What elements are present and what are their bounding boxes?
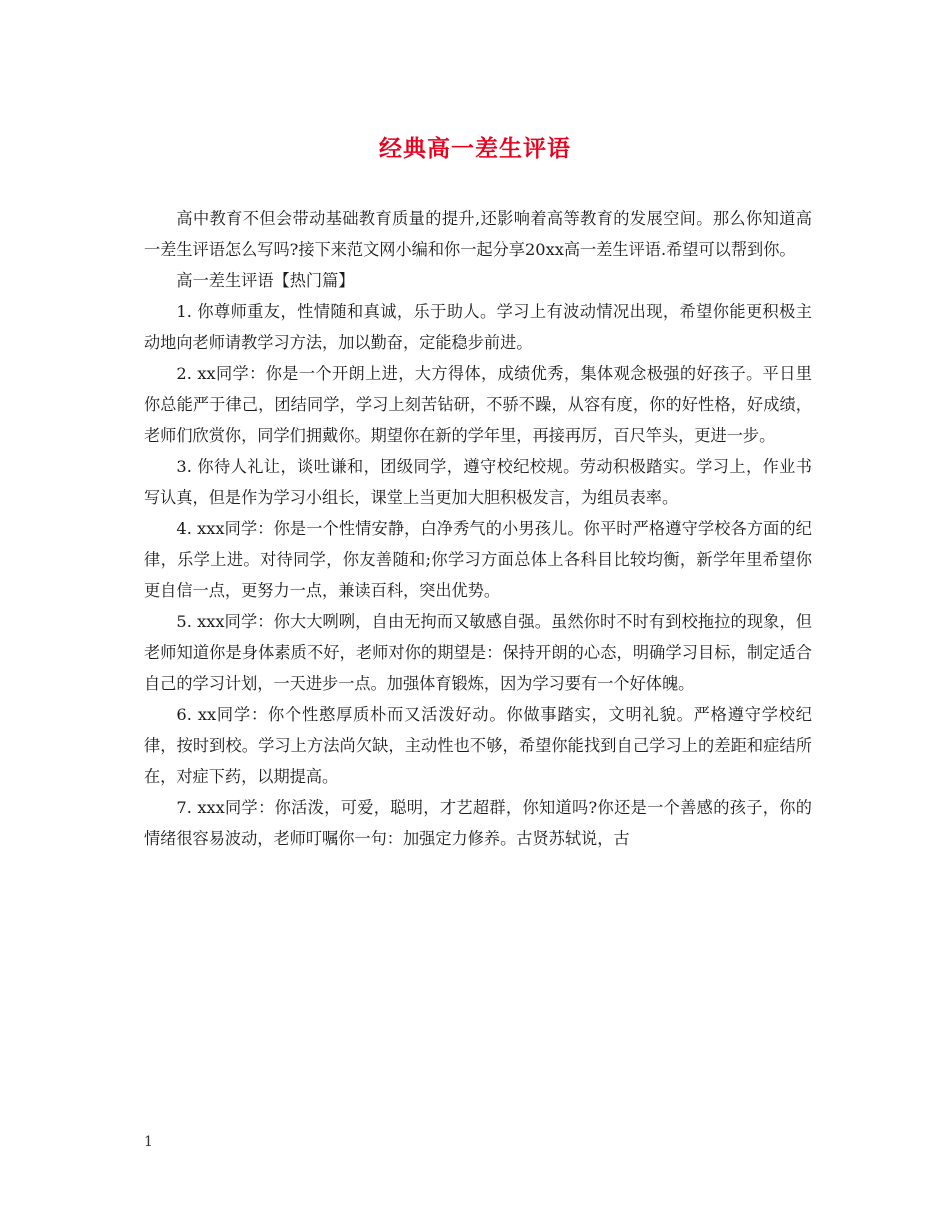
comment-item-7: 7. xxx同学：你活泼，可爱，聪明，才艺超群，你知道吗?你还是一个善感的孩子，你的情绪很容易波动，老师叮嘱你一句：加强定力修养。古贤苏轼说，古 <box>144 798 812 848</box>
comment-item-1: 1. 你尊师重友，性情随和真诚，乐于助人。学习上有波动情况出现，希望你能更积极主动地向老师请教学习方法，加以勤奋，定能稳步前进。 <box>144 302 812 352</box>
comment-item-6: 6. xx同学：你个性憨厚质朴而又活泼好动。你做事踏实，文明礼貌。严格遵守学校纪律，按时到校。学习上方法尚欠缺，主动性也不够，希望你能找到自己学习上的差距和症结所在，对症下药，以期提高。 <box>144 705 812 786</box>
comment-item-2: 2. xx同学：你是一个开朗上进，大方得体，成绩优秀，集体观念极强的好孩子。平日里你总能严于律己，团结同学，学习上刻苦钻研，不骄不躁，从容有度，你的好性格，好成绩，老师们欣赏你，同学们拥戴你。期望你在新的学年里，再接再厉，百尺竿头，更进一步。 <box>144 364 812 445</box>
comment-item-4: 4. xxx同学：你是一个性情安静，白净秀气的小男孩儿。你平时严格遵守学校各方面的纪律，乐学上进。对待同学，你友善随和;你学习方面总体上各科目比较均衡，新学年里希望你更自信一点，更努力一点，兼读百科，突出优势。 <box>144 519 812 600</box>
comment-item-3: 3. 你待人礼让，谈吐谦和，团级同学，遵守校纪校规。劳动积极踏实。学习上，作业书写认真，但是作为学习小组长，课堂上当更加大胆积极发言，为组员表率。 <box>144 457 812 507</box>
document-body <box>144 203 812 854</box>
document-title: 经典高一差生评语 <box>379 135 571 162</box>
section-heading: 高一差生评语【热门篇】 <box>176 271 355 290</box>
intro-paragraph: 高中教育不但会带动基础教育质量的提升,还影响着高等教育的发展空间。那么你知道高一差生评语怎么写吗?接下来范文网小编和你一起分享20xx高一差生评语.希望可以帮到你。 <box>144 209 812 259</box>
page-number: 1 <box>144 1134 153 1150</box>
comment-item-5: 5. xxx同学：你大大咧咧，自由无拘而又敏感自强。虽然你时不时有到校拖拉的现象，但老师知道你是身体素质不好，老师对你的期望是：保持开朗的心态，明确学习目标，制定适合自己的学习计划，一天进步一点。加强体育锻炼，因为学习要有一个好体魄。 <box>144 612 812 693</box>
